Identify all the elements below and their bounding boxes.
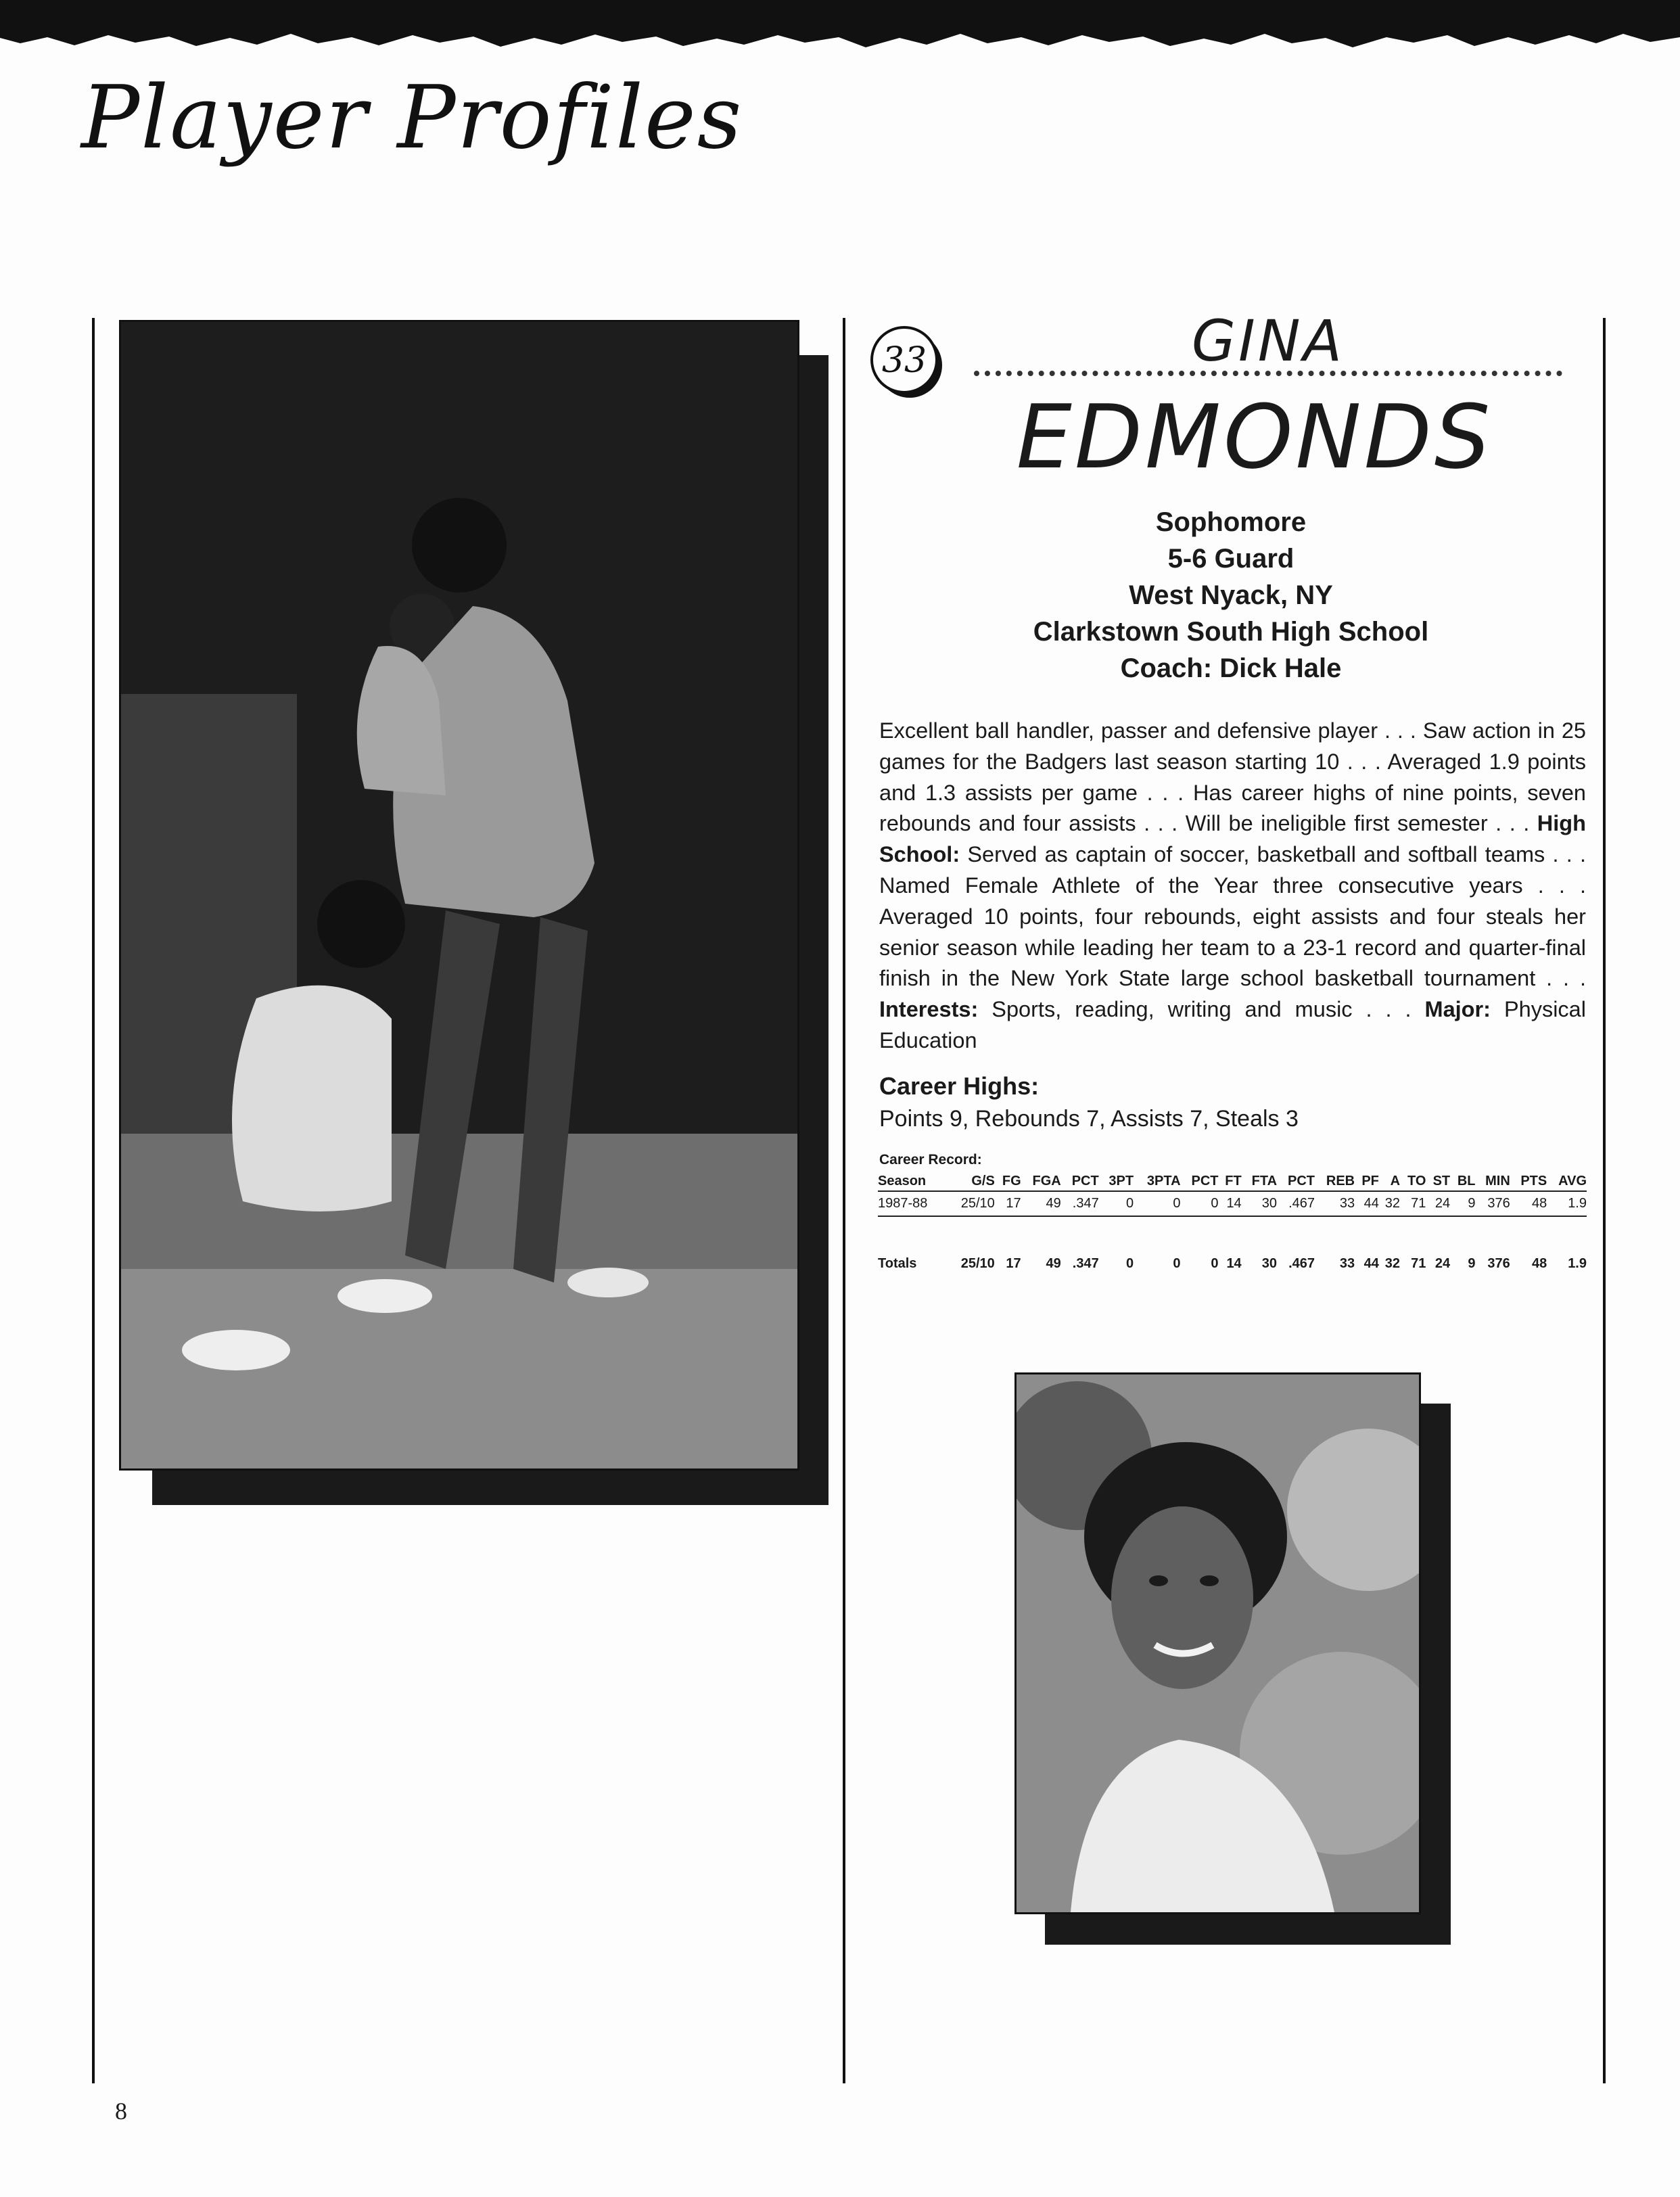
stat-header: FT — [1225, 1174, 1242, 1188]
stat-cell: 9 — [1468, 1196, 1476, 1211]
high-school-label: High School: — [879, 811, 1586, 867]
stat-cell: .347 — [1072, 1256, 1099, 1271]
stat-cell: Totals — [878, 1256, 917, 1271]
stat-cell: 71 — [1411, 1196, 1426, 1211]
stat-cell: 0 — [1125, 1256, 1134, 1271]
stat-header: Season — [878, 1174, 927, 1188]
stat-cell: 17 — [1006, 1256, 1021, 1271]
stat-cell: 48 — [1532, 1196, 1547, 1211]
stat-cell: 17 — [1006, 1196, 1021, 1211]
stat-cell: 14 — [1226, 1196, 1242, 1211]
stat-header: FTA — [1251, 1174, 1278, 1188]
stat-cell: 25/10 — [960, 1196, 995, 1211]
dotted-divider — [974, 371, 1562, 376]
narrative-interests: Sports, reading, writing and music . . . — [978, 997, 1425, 1022]
stats-header-row — [878, 1172, 1587, 1191]
stat-cell: 33 — [1339, 1256, 1355, 1271]
player-first-name: GINA — [1191, 308, 1345, 374]
jersey-number: 33 — [881, 340, 927, 381]
torn-paper-edge — [0, 0, 1680, 61]
page-header-title: Player Profiles — [81, 68, 743, 168]
middle-column-rule — [843, 318, 845, 2083]
stat-cell: 71 — [1411, 1256, 1426, 1271]
stat-cell: 0 — [1211, 1196, 1219, 1211]
left-column-rule — [92, 318, 95, 2083]
stat-cell: 48 — [1532, 1256, 1547, 1271]
stat-cell: 49 — [1046, 1196, 1061, 1211]
stat-header: PF — [1361, 1174, 1379, 1188]
stat-cell: 44 — [1363, 1196, 1379, 1211]
stat-cell: 33 — [1339, 1196, 1355, 1211]
stat-cell: 49 — [1046, 1256, 1061, 1271]
stats-season-row — [878, 1191, 1587, 1216]
stat-cell: 44 — [1363, 1256, 1379, 1271]
stat-cell: .467 — [1288, 1196, 1315, 1211]
stat-cell: 0 — [1173, 1196, 1181, 1211]
career-highs-text: Points 9, Rebounds 7, Assists 7, Steals 3 — [879, 1106, 1299, 1132]
action-photo — [119, 320, 799, 1471]
portrait-photo — [1014, 1372, 1421, 1914]
stats-spacer-row — [878, 1216, 1587, 1252]
career-record-label: Career Record: — [879, 1152, 982, 1167]
major-label: Major: — [1424, 997, 1491, 1022]
stat-header: PCT — [1191, 1174, 1219, 1188]
stat-header: A — [1390, 1174, 1401, 1188]
stat-cell: .347 — [1072, 1196, 1099, 1211]
stat-header: MIN — [1485, 1174, 1510, 1188]
stat-cell: 9 — [1468, 1256, 1476, 1271]
stat-cell: 30 — [1261, 1196, 1278, 1211]
stats-totals-row — [878, 1252, 1587, 1276]
player-last-name: EDMONDS — [1016, 386, 1493, 488]
stat-cell: 32 — [1384, 1256, 1401, 1271]
right-column-rule — [1603, 318, 1606, 2083]
interests-label: Interests: — [879, 997, 979, 1022]
stat-header: PCT — [1071, 1174, 1099, 1188]
stat-cell: 1.9 — [1568, 1196, 1587, 1211]
player-portrait-image — [1017, 1374, 1419, 1912]
stat-cell: 0 — [1211, 1256, 1219, 1271]
stat-header: BL — [1457, 1174, 1476, 1188]
stat-cell: 0 — [1173, 1256, 1181, 1271]
stat-header: FGA — [1032, 1174, 1061, 1188]
stat-header: REB — [1326, 1174, 1355, 1188]
career-highs-title: Career Highs: — [879, 1072, 1040, 1100]
stat-header: G/S — [971, 1174, 995, 1188]
stat-cell: 30 — [1261, 1256, 1278, 1271]
narrative-intro: Excellent ball handler, passer and defensive player . . . Saw action in 25 games for the Badgers last season starting 10 . . . Averaged 1.9 points and 1.3 assists per game . . . Has career highs of nine points, seven rebounds and four assists . . . Will be ineligible first semester . . . — [879, 718, 1586, 836]
player-high-school: Clarkstown South High School — [1033, 617, 1429, 647]
stat-cell: 1987-88 — [878, 1196, 928, 1211]
stat-cell: .467 — [1288, 1256, 1315, 1271]
player-narrative — [879, 716, 1586, 1057]
stat-cell: 0 — [1125, 1196, 1134, 1211]
stat-cell: 32 — [1384, 1196, 1401, 1211]
stat-header: PCT — [1288, 1174, 1315, 1188]
career-record-table — [878, 1172, 1587, 1276]
basketball-action-image — [121, 322, 797, 1468]
stat-cell: 25/10 — [960, 1256, 995, 1271]
stat-cell: 24 — [1434, 1256, 1451, 1271]
player-position: 5-6 Guard — [1167, 544, 1294, 574]
page-number: 8 — [115, 2098, 127, 2125]
stat-header: 3PT — [1109, 1174, 1134, 1188]
stat-header: FG — [1002, 1174, 1021, 1188]
player-hometown: West Nyack, NY — [1129, 580, 1333, 610]
player-coach: Coach: Dick Hale — [1120, 653, 1342, 683]
narrative-high-school: Served as captain of soccer, basketball and softball teams . . . Named Female Athlete of the Year three consecutive years . . . Averaged 10 points, four rebounds, eight assists and four steals her senior season while leading her team to a 23-1 record and quarter-final finish in the New York State large school basketball tournament . . . — [879, 842, 1586, 991]
stat-cell: 24 — [1434, 1196, 1451, 1211]
stat-cell: 14 — [1226, 1256, 1242, 1271]
narrative-major: Physical Education — [879, 997, 1586, 1053]
stat-header: ST — [1432, 1174, 1451, 1188]
stat-cell: 376 — [1487, 1256, 1510, 1271]
stat-header: PTS — [1520, 1174, 1547, 1188]
player-bio-block — [872, 504, 1589, 687]
stat-cell: 376 — [1487, 1196, 1510, 1211]
stat-cell: 1.9 — [1568, 1256, 1587, 1271]
stat-header: TO — [1407, 1174, 1426, 1188]
stat-header: 3PTA — [1146, 1174, 1181, 1188]
stat-header: AVG — [1558, 1174, 1587, 1188]
player-class: Sophomore — [1155, 507, 1307, 537]
